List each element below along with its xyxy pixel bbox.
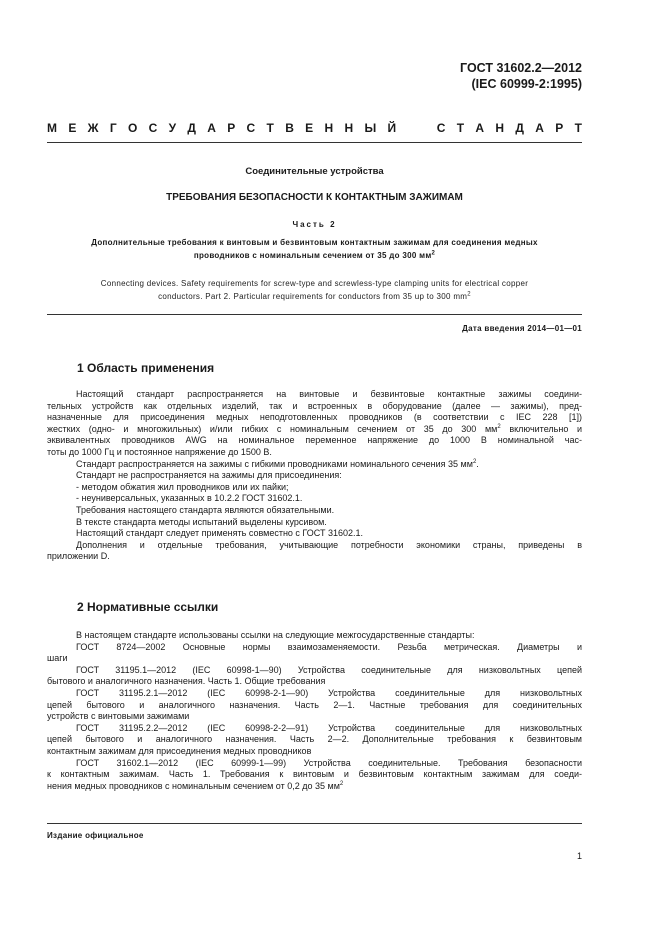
banner-letter: А bbox=[207, 121, 216, 135]
banner-letter: А bbox=[475, 121, 485, 135]
banner-letter: Г bbox=[109, 121, 117, 135]
banner-letter: Н bbox=[324, 121, 334, 135]
doc-title: ТРЕБОВАНИЯ БЕЗОПАСНОСТИ К КОНТАКТНЫМ ЗАЖИМАМ bbox=[166, 192, 463, 203]
banner-letter: Р bbox=[227, 121, 236, 135]
list-item: - неуниверсальных, указанных в 10.2.2 ГОСТ 31602.1. bbox=[76, 493, 303, 504]
english-title-line-2: conductors. Part 2. Particular requirements for conductors from 35 up to 300 $mm^2$ bbox=[158, 291, 471, 301]
gost-code: ГОСТ 31602.2—2012 bbox=[460, 61, 582, 75]
banner-letter: Д bbox=[187, 121, 196, 135]
list-item: - методом обжатия жил проводников или их пайки; bbox=[76, 481, 289, 492]
subtitle-line-1: Дополнительные требования к винтовым и безвинтовым контактным зажимам для соединения медных bbox=[91, 238, 538, 247]
english-title-line-1: Connecting devices. Safety requirements for screw-type and screwless-type clamping units for electrical copper bbox=[100, 279, 529, 288]
banner-letter: Н bbox=[344, 121, 354, 135]
subtitle-line-2: проводников с номинальным сечением от 35 до 300 $мм^2$ bbox=[193, 250, 436, 260]
banner-letter: Т bbox=[266, 121, 274, 135]
banner-letter: Е bbox=[305, 121, 314, 135]
official-edition-label: Издание официальное bbox=[47, 831, 144, 840]
page-number: 1 bbox=[576, 851, 582, 861]
banner-letter: Ы bbox=[364, 121, 377, 135]
banner-letter: Р bbox=[555, 121, 564, 135]
banner-letter: Н bbox=[495, 121, 505, 135]
banner-letter: У bbox=[168, 121, 177, 135]
doc-subtitle bbox=[47, 236, 582, 262]
banner-letter: О bbox=[127, 121, 138, 135]
english-title bbox=[47, 277, 582, 303]
introduction-date: Дата введения 2014—01—01 bbox=[462, 324, 582, 333]
banner-letter: Й bbox=[387, 121, 397, 135]
doc-subject: Соединительные устройства bbox=[245, 166, 384, 177]
banner-letter: А bbox=[535, 121, 544, 135]
banner-letter bbox=[422, 121, 425, 135]
banner-letter: М bbox=[47, 121, 57, 135]
section-1-heading: 1 Область применения bbox=[77, 361, 215, 375]
section-2-heading: 2 Нормативные ссылки bbox=[77, 600, 219, 614]
banner-letter: С bbox=[436, 121, 446, 135]
banner-letter: Т bbox=[456, 121, 465, 135]
banner-letter: Т bbox=[574, 121, 582, 135]
section-1-body: Настоящий стандарт распространяется на винтовые и безвинтовые контактные зажимы соедини- тельных устройств как отдельных изделий, так и встроенных в оборудование (далее — зажимы), пред- назначенные для присоединения медных неподготовленных проводников (в соответствии с IEC 228 [1]) жестких (одно- и многожильных) и/или гибких с номинальным сечением от 35 до 300 $мм^2$ включительно и эквивалентных проводников AWG на номинальное переменное напряжение до 1000 В номинальной час- тоты до 1000 Гц и постоянное напряжение до 1500 В. Стандарт распространяется на зажимы с гибкими проводниками номинального сечения 35 $мм^2$. Стандарт не распространяется на зажимы для присоединения: - методом обжатия жил проводников или их пайки; - неуниверсальных, указанных в 10.2.2 ГОСТ 31602.1. Требования настоящего стандарта являются обязательными. В тексте стандарта методы испытаний выделены курсивом. Настоящий стандарт следует применять совместно с ГОСТ 31602.1. Дополнения и отдельные требования, учитывающие потребности экономики страны, приведены в приложении D. bbox=[47, 389, 582, 562]
banner-letter: Ж bbox=[87, 121, 99, 135]
banner-letter bbox=[407, 121, 410, 135]
interstate-standard-banner bbox=[47, 121, 582, 135]
iec-code: (IEC 60999-2:1995) bbox=[471, 77, 582, 91]
section-2-body: В настоящем стандарте использованы ссылки на следующие межгосударственные стандарты: ГОСТ 8724—2002 Основные нормы взаимозаменяемости. Резьба метрическая. Диаметры и шаги ГОСТ 31195.1—2012 (IEC 60998-1—90) Устройства соединительные для низковольтных цепей бытового и аналогичного назначения. Часть 1. Общие требования ГОСТ 31195.2.1—2012 (IEC 60998-2-1—90) Устройства соединительные для низковольтных цепей бытового и аналогичного назначения. Часть 2—1. Частные требования для соединительных устройств с винтовыми зажимами ГОСТ 31195.2.2—2012 (IEC 60998-2-2—91) Устройства соединительные для низковольтных цепей бытового и аналогичного назначения. Часть 2—2. Дополнительные требования к безвинтовым контактным зажимам для присоединения медных проводников ГОСТ 31602.1—2012 (IEC 60999-1—99) Устройства соединительные. Требования безопасности к контактным зажимам. Часть 1. Требования к винтовым и безвинтовым контактным зажимам для соеди- нения медных проводников с номинальным сечением от 0,2 до 35 $мм^2$ bbox=[47, 630, 582, 791]
banner-letter: Д bbox=[515, 121, 524, 135]
footer-divider bbox=[47, 823, 582, 824]
banner-letter: С bbox=[246, 121, 256, 135]
banner-letter: С bbox=[148, 121, 158, 135]
banner-letter: В bbox=[285, 121, 294, 135]
doc-part: Часть 2 bbox=[292, 220, 337, 229]
title-divider bbox=[47, 314, 582, 315]
top-divider bbox=[47, 142, 582, 143]
standard-code-header bbox=[460, 60, 582, 92]
banner-letter: Е bbox=[68, 121, 77, 135]
